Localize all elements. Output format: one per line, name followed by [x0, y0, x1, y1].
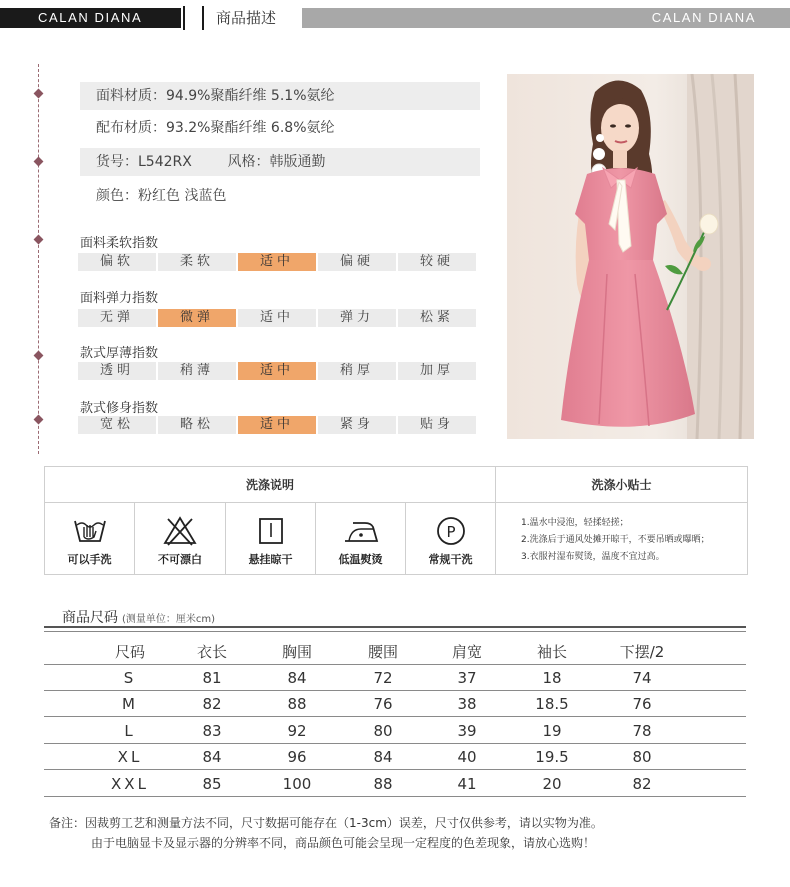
diamond-marker-icon [34, 89, 44, 99]
index-option: 宽松 [78, 416, 156, 434]
size-cell: 80 [373, 722, 393, 740]
diamond-marker-icon [34, 157, 44, 167]
thickness-index-scale [78, 362, 478, 380]
size-cell: 72 [373, 669, 393, 687]
size-cell: 38 [457, 695, 477, 713]
note-line: 由于电脑显卡及显示器的分辨率不同，商品颜色可能会呈现一定程度的色差现象，请放心选购！ [91, 836, 596, 850]
note-line: 备注：因裁剪工艺和测量方法不同，尺寸数据可能存在（1-3cm）误差，尺寸仅供参考，请以实物为准。 [49, 816, 603, 830]
size-cell: M [122, 695, 138, 713]
wash-item-low-iron [316, 503, 406, 574]
hang-dry-icon [253, 515, 289, 547]
index-option: 稍薄 [158, 362, 236, 380]
size-header-cell: 胸围 [281, 643, 312, 661]
size-cell: 84 [373, 748, 393, 766]
fit-index-title: 款式修身指数 [80, 401, 159, 416]
wash-label: 低温熨烫 [338, 553, 383, 566]
fabric-material: 面料材质：94.9%聚酯纤维 5.1%氨纶 [80, 82, 480, 110]
wash-item-no-bleach [135, 503, 226, 574]
index-option: 透明 [78, 362, 156, 380]
size-cell: XXL [111, 775, 149, 793]
size-cell: 83 [202, 722, 222, 740]
size-cell: 76 [632, 695, 652, 713]
wash-item-hand-wash [45, 503, 135, 574]
diamond-marker-icon [34, 235, 44, 245]
wash-label: 悬挂晾干 [248, 553, 293, 566]
thickness-index-title: 款式厚薄指数 [80, 346, 159, 361]
size-cell: 74 [632, 669, 652, 687]
size-cell: 80 [632, 748, 652, 766]
size-cell: 96 [287, 748, 307, 766]
washing-instructions-panel [44, 466, 748, 575]
index-option: 松紧 [398, 309, 476, 327]
size-table-row [44, 745, 746, 770]
hand-wash-icon [72, 515, 108, 547]
index-option: 无弹 [78, 309, 156, 327]
size-cell: 81 [202, 669, 222, 687]
index-option: 适中 [238, 309, 316, 327]
size-cell: 39 [457, 722, 477, 740]
svg-text:P: P [445, 523, 456, 541]
index-option: 较硬 [398, 253, 476, 271]
fit-index-scale [78, 416, 478, 434]
wash-label: 不可漂白 [158, 553, 202, 566]
wash-item-hang-dry [226, 503, 316, 574]
washing-title: 洗涤说明 [45, 467, 496, 503]
diamond-marker-icon [34, 415, 44, 425]
index-option: 略松 [158, 416, 236, 434]
section-title: 商品描述 [216, 9, 277, 27]
index-option: 稍厚 [318, 362, 396, 380]
divider [44, 626, 746, 628]
size-cell: 41 [457, 775, 477, 793]
washing-tips-title: 洗涤小贴士 [496, 467, 747, 503]
size-chart-title: 商品尺码 (测量单位：厘米cm) [62, 610, 216, 626]
softness-index-title: 面料柔软指数 [80, 236, 159, 251]
notes [49, 813, 603, 853]
size-table-row [44, 666, 746, 691]
size-cell: 40 [457, 748, 477, 766]
washing-tip: 1.温水中浸泡，轻揉轻搓； [521, 518, 629, 528]
elasticity-index-title: 面料弹力指数 [80, 291, 159, 306]
color-options: 颜色：粉红色 浅蓝色 [96, 188, 227, 204]
size-cell: 78 [632, 722, 652, 740]
size-cell: 84 [287, 669, 307, 687]
index-option-selected: 适中 [238, 416, 316, 434]
size-unit-note: (测量单位：厘米cm) [122, 614, 216, 625]
index-option: 柔软 [158, 253, 236, 271]
index-option: 贴身 [398, 416, 476, 434]
size-table-header [44, 640, 746, 665]
index-option: 加厚 [398, 362, 476, 380]
size-cell: 20 [542, 775, 562, 793]
size-cell: L [124, 722, 136, 740]
brand-left-banner: CALAN DIANA [0, 8, 181, 28]
size-cell: 92 [287, 722, 307, 740]
size-cell: 88 [287, 695, 307, 713]
index-option-selected: 适中 [238, 362, 316, 380]
washing-tips-list [521, 515, 710, 566]
size-cell: 19 [542, 722, 562, 740]
softness-index-scale [78, 253, 478, 271]
size-cell: 37 [457, 669, 477, 687]
size-table-row [44, 692, 746, 717]
size-cell: 100 [282, 775, 312, 793]
wash-label: 常规干洗 [428, 553, 473, 566]
size-cell: 19.5 [535, 748, 569, 766]
size-cell: 18.5 [535, 695, 569, 713]
diamond-marker-icon [34, 351, 44, 361]
size-cell: 82 [632, 775, 652, 793]
wash-item-dry-clean [406, 503, 496, 574]
brand-right-banner: CALAN DIANA [302, 8, 790, 28]
header-separator [183, 6, 185, 30]
elasticity-index-scale [78, 309, 478, 327]
size-cell: 88 [373, 775, 393, 793]
size-table-row [44, 719, 746, 744]
size-cell: 82 [202, 695, 222, 713]
index-option: 紧身 [318, 416, 396, 434]
lining-material: 配布材质：93.2%聚酯纤维 6.8%氨纶 [96, 120, 335, 136]
low-iron-icon [343, 515, 379, 547]
size-header-cell: 尺码 [114, 643, 145, 661]
index-option-selected: 适中 [238, 253, 316, 271]
size-cell: 84 [202, 748, 222, 766]
decorative-dotted-line [38, 64, 39, 454]
header-separator [202, 6, 204, 30]
size-header-cell: 肩宽 [451, 643, 482, 661]
product-photo [507, 74, 754, 439]
size-cell: 18 [542, 669, 562, 687]
divider [44, 631, 746, 632]
size-header-cell: 袖长 [536, 643, 567, 661]
size-table-row [44, 772, 746, 797]
size-header-cell: 腰围 [367, 643, 398, 661]
index-option: 偏软 [78, 253, 156, 271]
index-option-selected: 微弹 [158, 309, 236, 327]
washing-tip: 3.衣服衬湿布熨烫，温度不宜过高。 [521, 552, 665, 562]
index-option: 偏硬 [318, 253, 396, 271]
no-bleach-icon [162, 515, 198, 547]
size-header-cell: 衣长 [196, 643, 227, 661]
item-number-style: 货号：L542RX 风格：韩版通勤 [80, 148, 480, 176]
size-cell: S [123, 669, 137, 687]
index-option: 弹力 [318, 309, 396, 327]
size-cell: XL [117, 748, 143, 766]
size-header-cell: 下摆/2 [619, 643, 665, 661]
dry-clean-icon [433, 515, 469, 547]
size-cell: 85 [202, 775, 222, 793]
size-cell: 76 [373, 695, 393, 713]
wash-label: 可以手洗 [67, 553, 112, 566]
washing-tip: 2.洗涤后于通风处摊开晾干，不要吊晒或曝晒； [521, 535, 710, 545]
